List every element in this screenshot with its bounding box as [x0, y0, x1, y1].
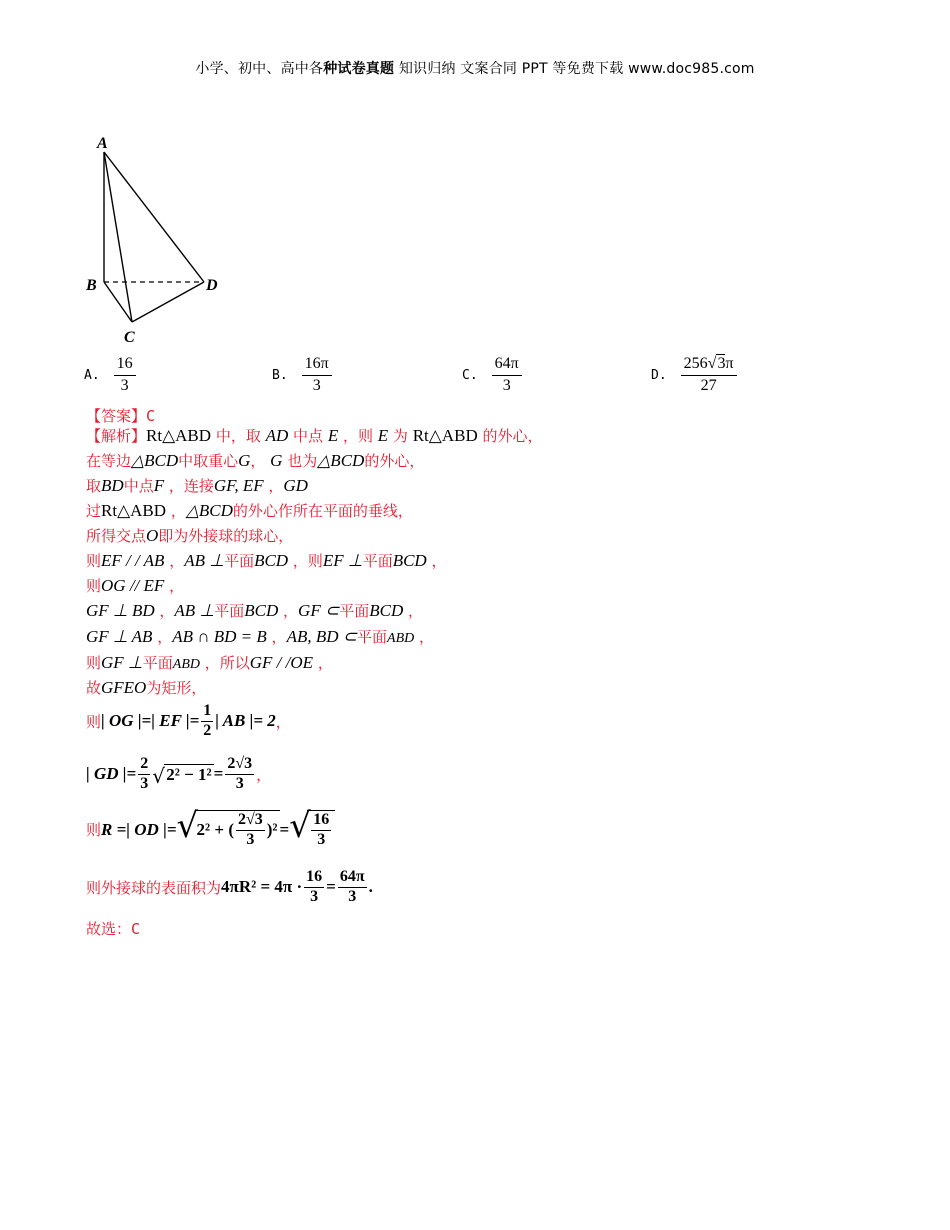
analysis-line-8 [86, 600, 423, 621]
math: GF ⊥ AB [86, 627, 153, 646]
radicand-part: )² [266, 820, 278, 839]
text: 平面 [357, 628, 388, 646]
final-choice: C [131, 920, 141, 938]
option-a-fraction [114, 355, 136, 395]
text: 的外心， [364, 452, 425, 470]
text: 为矩形， [146, 679, 207, 697]
text: ，则 [338, 427, 378, 445]
text: ， [426, 552, 447, 570]
denominator: 3 [140, 775, 149, 792]
text: ， [256, 765, 272, 784]
option-d-num-coef: 256 [683, 355, 708, 372]
fraction [138, 755, 150, 793]
header-text-3: 知识归纳 [394, 61, 461, 77]
edge-ac [104, 152, 132, 322]
text: 过 [86, 502, 102, 520]
numerator: 1 [201, 702, 213, 722]
text: ，则 [288, 552, 323, 570]
text: 的外心作所在平面的垂线， [232, 502, 413, 520]
analysis-line-1 [86, 425, 543, 446]
text: ， [403, 602, 423, 620]
text: 中点 [123, 477, 154, 495]
math: GF ⊂ [298, 601, 340, 620]
math: BCD [369, 601, 404, 620]
text: ，所以 [199, 654, 250, 672]
math: GF ⊥ [101, 653, 143, 672]
option-a-denominator: 3 [120, 377, 129, 394]
analysis-tag: 【解析】 [86, 427, 147, 445]
radicand: 2² − 1² [166, 764, 212, 784]
math: F [153, 476, 165, 495]
math: AB ⊥ [184, 551, 225, 570]
math: Rt△ABD [412, 426, 478, 445]
math: GF, EF [213, 476, 264, 495]
option-a-label: A. [84, 367, 100, 383]
vertex-b-label: B [86, 277, 97, 294]
math: BCD [244, 601, 279, 620]
option-c[interactable] [462, 355, 522, 395]
text: ， [266, 628, 287, 646]
option-d-num-pi: π [725, 355, 734, 372]
text: 中，取 [211, 427, 266, 445]
option-c-fraction [492, 355, 522, 395]
math: = [279, 819, 290, 839]
math: Rt△ABD [146, 426, 212, 445]
text: ， [250, 452, 271, 470]
sqrt [152, 763, 213, 788]
answer-value: C [146, 407, 156, 425]
denominator: 3 [348, 888, 357, 905]
analysis-line-3 [86, 475, 308, 496]
answer-tag: 【答案】 [86, 407, 147, 425]
radical-sign: √ [152, 763, 165, 788]
option-d-fraction [681, 355, 737, 395]
option-b-denominator: 3 [312, 377, 321, 394]
numerator: 2√3 [236, 811, 265, 831]
math: AB ⊥ [174, 601, 215, 620]
answer-line [86, 405, 155, 426]
analysis-line-13 [86, 755, 271, 793]
math: EF ⊥ [322, 551, 363, 570]
denominator: 3 [310, 888, 319, 905]
text: ， [278, 602, 299, 620]
text: ， [166, 502, 186, 520]
fraction [304, 868, 324, 906]
tetrahedron-figure [80, 132, 240, 352]
edge-ad [104, 152, 204, 282]
text: ， [313, 654, 333, 672]
fraction [338, 868, 367, 906]
math: AD [265, 426, 289, 445]
denominator: 3 [235, 775, 244, 792]
analysis-line-2 [86, 450, 424, 471]
option-b-label: B. [272, 367, 288, 383]
denominator: 3 [317, 831, 326, 848]
analysis-line-11 [86, 677, 206, 698]
math: △BCD [131, 451, 179, 470]
analysis-line-14 [86, 806, 335, 849]
math: BCD [392, 551, 427, 570]
math: = [213, 764, 224, 783]
text: ，连接 [164, 477, 214, 495]
radicand [307, 810, 335, 849]
math: 4πR² = 4π · [221, 877, 303, 896]
analysis-line-16 [86, 918, 140, 939]
radicand-part: 2² + ( [196, 820, 234, 839]
header-text-2: 种试卷真题 [323, 61, 395, 77]
math: Rt△ABD [101, 501, 167, 520]
math: GFEO [101, 678, 147, 697]
math: R =| OD |= [101, 819, 177, 839]
analysis-line-5 [86, 525, 293, 546]
math: AB, BD ⊂ [286, 627, 357, 646]
text: ， [164, 552, 185, 570]
page-header [0, 58, 950, 78]
math: △BCD [185, 501, 233, 520]
option-b-numerator: 16π [302, 355, 332, 376]
text: 则 [86, 654, 102, 672]
option-b[interactable] [272, 355, 332, 395]
option-a-numerator: 16 [114, 355, 136, 376]
text: 则外接球的表面积为 [86, 878, 222, 897]
option-d-denominator: 27 [700, 377, 717, 394]
text: 故选： [86, 920, 132, 938]
edge-bc [104, 282, 132, 322]
analysis-line-6 [86, 550, 446, 571]
text: 中取重心 [178, 452, 239, 470]
analysis-line-7 [86, 575, 184, 596]
text: ， [164, 577, 185, 595]
text: 在等边 [86, 452, 132, 470]
text: ， [414, 628, 435, 646]
math: E [377, 426, 389, 445]
analysis-line-15 [86, 868, 373, 906]
analysis-line-12 [86, 702, 291, 740]
text: 则 [86, 577, 102, 595]
text: 所得交点 [86, 527, 147, 545]
math: | AB |= 2 [215, 711, 276, 730]
option-d-label: D. [651, 367, 667, 383]
radical-sign: √ [176, 806, 199, 846]
math: ABD [172, 657, 200, 672]
math: BD [101, 476, 124, 495]
sqrt [176, 806, 280, 849]
text: 平面 [224, 552, 255, 570]
text: 则 [86, 552, 102, 570]
option-c-numerator: 64π [492, 355, 522, 376]
radicand [195, 810, 280, 849]
text: 故 [86, 679, 102, 697]
math: GD [283, 476, 308, 495]
option-c-label: C. [462, 367, 478, 383]
fraction [236, 811, 265, 849]
math: EF / / AB [101, 551, 165, 570]
text: 平面 [339, 602, 370, 620]
edge-cd [132, 282, 204, 322]
numerator: 2 [138, 755, 150, 775]
text: 也为 [282, 452, 318, 470]
math: O [146, 526, 159, 545]
vertex-c-label: C [124, 329, 135, 346]
text: 中点 [288, 427, 328, 445]
math: GF / /OE [249, 653, 314, 672]
analysis-line-4 [86, 500, 413, 521]
math: GF ⊥ BD [86, 601, 155, 620]
header-text-1: 小学、初中、高中各 [195, 61, 324, 77]
math: AB ∩ BD = B [172, 627, 267, 646]
option-a[interactable] [84, 355, 136, 395]
numerator: 16 [311, 811, 331, 831]
text: ， [154, 602, 175, 620]
option-d[interactable] [651, 355, 737, 395]
denominator: 2 [203, 722, 212, 739]
vertex-a-label: A [97, 135, 108, 152]
fraction [311, 811, 331, 849]
text: ， [263, 477, 284, 495]
text: 平面 [214, 602, 245, 620]
fraction [201, 702, 213, 740]
math: | GD |= [86, 764, 137, 783]
header-text-4: 文案合同 PPT 等免费下载 [460, 61, 624, 77]
math: ABD [387, 631, 415, 646]
option-d-num-radicand: 3 [717, 355, 726, 372]
option-b-fraction [302, 355, 332, 395]
vertex-d-label: D [206, 277, 218, 294]
text: 的外心， [477, 427, 543, 445]
text: 则 [86, 821, 102, 839]
math: = [326, 877, 336, 896]
text: 平面 [362, 552, 393, 570]
numerator: 16 [304, 868, 324, 888]
math: . [368, 877, 373, 896]
numerator: 64π [338, 868, 367, 888]
math: BCD [254, 551, 289, 570]
option-d-numerator: 256√3π [681, 355, 737, 376]
math: G [270, 451, 283, 470]
fraction [225, 755, 254, 793]
math: △BCD [317, 451, 365, 470]
analysis-line-9 [86, 626, 434, 647]
math: G [238, 451, 251, 470]
text: 即为外接球的球心， [158, 527, 294, 545]
math: | OG |=| EF |= [101, 711, 200, 730]
sqrt [289, 806, 335, 849]
numerator: 2√3 [225, 755, 254, 775]
radical-sign: √ [289, 806, 311, 846]
text: 平面 [142, 654, 173, 672]
text: 取 [86, 477, 102, 495]
text: ， [152, 628, 173, 646]
analysis-line-10 [86, 652, 333, 673]
text: ， [275, 712, 291, 731]
header-url[interactable]: www.doc985.com [623, 61, 755, 77]
option-c-denominator: 3 [502, 377, 511, 394]
math: E [327, 426, 339, 445]
text: 为 [388, 427, 413, 445]
math: OG // EF [101, 576, 165, 595]
denominator: 3 [246, 831, 255, 848]
text: 则 [86, 712, 102, 731]
